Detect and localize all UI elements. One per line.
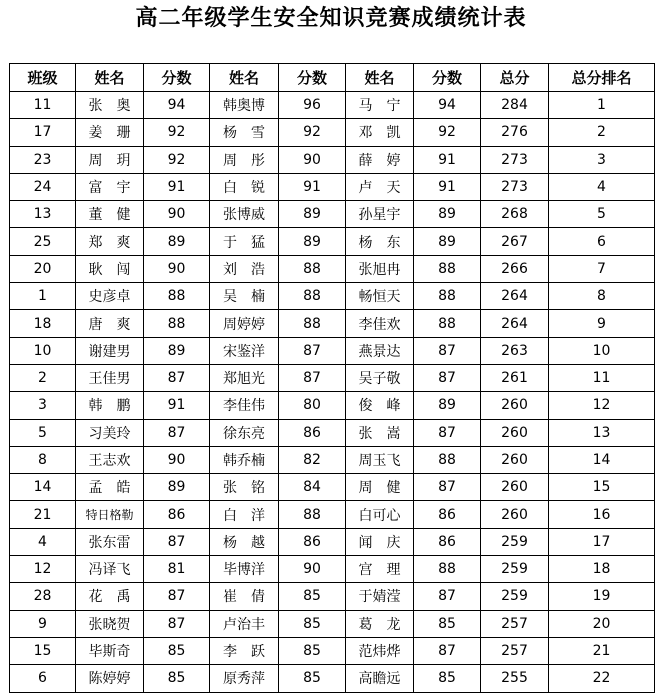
table-row [10,419,655,446]
total-score-cell: 268 [481,201,549,228]
table-row [10,474,655,501]
score-cell: 88 [414,446,481,473]
score-cell: 90 [279,556,346,583]
score-cell: 89 [414,228,481,255]
table-body [10,92,655,693]
student-name-cell: 崔 倩 [210,583,279,610]
class-cell: 4 [10,528,76,555]
score-cell: 87 [414,337,481,364]
table-row [10,501,655,528]
total-score-cell: 259 [481,583,549,610]
student-name-cell: 宫 理 [346,556,414,583]
class-cell: 15 [10,637,76,664]
student-name-cell: 周 玥 [76,146,144,173]
class-cell: 8 [10,446,76,473]
score-cell: 80 [279,392,346,419]
score-cell: 91 [144,173,210,200]
class-cell: 1 [10,283,76,310]
header-name-3: 姓名 [346,64,414,92]
rank-cell: 11 [549,364,655,391]
header-score-2: 分数 [279,64,346,92]
score-cell: 82 [279,446,346,473]
class-cell: 9 [10,610,76,637]
score-cell: 86 [279,419,346,446]
score-cell: 85 [144,665,210,692]
student-name-cell: 葛 龙 [346,610,414,637]
score-cell: 89 [414,392,481,419]
class-cell: 14 [10,474,76,501]
student-name-cell: 史彦卓 [76,283,144,310]
score-cell: 91 [414,173,481,200]
score-cell: 85 [279,583,346,610]
student-name-cell: 董 健 [76,201,144,228]
rank-cell: 2 [549,119,655,146]
rank-cell: 17 [549,528,655,555]
class-cell: 2 [10,364,76,391]
student-name-cell: 谢建男 [76,337,144,364]
total-score-cell: 263 [481,337,549,364]
score-table [9,63,655,693]
header-total: 总分 [481,64,549,92]
score-cell: 87 [414,637,481,664]
total-score-cell: 260 [481,474,549,501]
table-row [10,665,655,692]
student-name-cell: 俊 峰 [346,392,414,419]
score-cell: 87 [144,583,210,610]
table-row [10,528,655,555]
score-cell: 90 [144,255,210,282]
table-row [10,637,655,664]
student-name-cell: 富 宇 [76,173,144,200]
total-score-cell: 260 [481,419,549,446]
score-cell: 87 [414,474,481,501]
score-cell: 92 [144,119,210,146]
table-row [10,337,655,364]
student-name-cell: 毕斯奇 [76,637,144,664]
page-title: 高二年级学生安全知识竞赛成绩统计表 [135,5,527,31]
rank-cell: 5 [549,201,655,228]
student-name-cell: 冯译飞 [76,556,144,583]
student-name-cell: 吴子敬 [346,364,414,391]
class-cell: 6 [10,665,76,692]
student-name-cell: 王佳男 [76,364,144,391]
total-score-cell: 257 [481,637,549,664]
student-name-cell: 宋鉴洋 [210,337,279,364]
score-cell: 89 [414,201,481,228]
student-name-cell: 孟 皓 [76,474,144,501]
student-name-cell: 周 健 [346,474,414,501]
table-row [10,446,655,473]
score-cell: 90 [279,146,346,173]
student-name-cell: 张东雷 [76,528,144,555]
table-row [10,364,655,391]
student-name-cell: 特日格勒 [76,501,144,528]
score-cell: 94 [414,92,481,119]
class-cell: 5 [10,419,76,446]
total-score-cell: 257 [481,610,549,637]
student-name-cell: 韩奥博 [210,92,279,119]
student-name-cell: 范炜烨 [346,637,414,664]
student-name-cell: 闻 庆 [346,528,414,555]
student-name-cell: 杨 越 [210,528,279,555]
total-score-cell: 273 [481,173,549,200]
table-row [10,92,655,119]
score-cell: 87 [144,528,210,555]
score-cell: 88 [414,310,481,337]
class-cell: 20 [10,255,76,282]
student-name-cell: 杨 雪 [210,119,279,146]
class-cell: 28 [10,583,76,610]
student-name-cell: 卢 天 [346,173,414,200]
total-score-cell: 264 [481,283,549,310]
header-class: 班级 [10,64,76,92]
header-name-1: 姓名 [76,64,144,92]
total-score-cell: 255 [481,665,549,692]
score-cell: 89 [279,228,346,255]
score-cell: 87 [144,364,210,391]
rank-cell: 16 [549,501,655,528]
student-name-cell: 韩乔楠 [210,446,279,473]
student-name-cell: 高瞻远 [346,665,414,692]
student-name-cell: 邓 凯 [346,119,414,146]
score-cell: 90 [144,201,210,228]
header-score-3: 分数 [414,64,481,92]
score-cell: 85 [279,665,346,692]
class-cell: 24 [10,173,76,200]
table-row [10,310,655,337]
student-name-cell: 王志欢 [76,446,144,473]
score-cell: 92 [414,119,481,146]
student-name-cell: 周玉飞 [346,446,414,473]
score-cell: 89 [144,228,210,255]
class-cell: 11 [10,92,76,119]
student-name-cell: 韩 鹏 [76,392,144,419]
total-score-cell: 273 [481,146,549,173]
score-cell: 86 [414,501,481,528]
total-score-cell: 261 [481,364,549,391]
student-name-cell: 于 猛 [210,228,279,255]
score-cell: 85 [144,637,210,664]
score-cell: 89 [144,337,210,364]
score-cell: 92 [279,119,346,146]
score-cell: 92 [144,146,210,173]
rank-cell: 6 [549,228,655,255]
score-cell: 89 [279,201,346,228]
student-name-cell: 马 宁 [346,92,414,119]
student-name-cell: 周 彤 [210,146,279,173]
score-cell: 89 [144,474,210,501]
rank-cell: 15 [549,474,655,501]
student-name-cell: 张博威 [210,201,279,228]
table-row [10,119,655,146]
table-header-row [10,64,655,92]
student-name-cell: 张 嵩 [346,419,414,446]
student-name-cell: 刘 浩 [210,255,279,282]
class-cell: 13 [10,201,76,228]
student-name-cell: 花 禹 [76,583,144,610]
score-cell: 87 [279,337,346,364]
table-row [10,583,655,610]
score-cell: 94 [144,92,210,119]
class-cell: 23 [10,146,76,173]
rank-cell: 3 [549,146,655,173]
student-name-cell: 白 洋 [210,501,279,528]
rank-cell: 1 [549,92,655,119]
score-cell: 86 [279,528,346,555]
student-name-cell: 张 奥 [76,92,144,119]
student-name-cell: 李佳伟 [210,392,279,419]
score-cell: 87 [414,364,481,391]
score-cell: 86 [414,528,481,555]
class-cell: 17 [10,119,76,146]
score-cell: 85 [414,610,481,637]
header-name-2: 姓名 [210,64,279,92]
score-cell: 85 [414,665,481,692]
score-cell: 86 [144,501,210,528]
student-name-cell: 耿 闯 [76,255,144,282]
student-name-cell: 白可心 [346,501,414,528]
total-score-cell: 284 [481,92,549,119]
total-score-cell: 266 [481,255,549,282]
rank-cell: 8 [549,283,655,310]
class-cell: 18 [10,310,76,337]
rank-cell: 4 [549,173,655,200]
student-name-cell: 周婷婷 [210,310,279,337]
student-name-cell: 郑 爽 [76,228,144,255]
total-score-cell: 260 [481,446,549,473]
student-name-cell: 唐 爽 [76,310,144,337]
student-name-cell: 张 铭 [210,474,279,501]
score-cell: 87 [144,610,210,637]
student-name-cell: 习美玲 [76,419,144,446]
total-score-cell: 259 [481,556,549,583]
student-name-cell: 薛 婷 [346,146,414,173]
score-cell: 90 [144,446,210,473]
score-cell: 87 [144,419,210,446]
rank-cell: 21 [549,637,655,664]
total-score-cell: 259 [481,528,549,555]
student-name-cell: 李佳欢 [346,310,414,337]
class-cell: 12 [10,556,76,583]
student-name-cell: 吴 楠 [210,283,279,310]
total-score-cell: 267 [481,228,549,255]
student-name-cell: 白 锐 [210,173,279,200]
rank-cell: 13 [549,419,655,446]
student-name-cell: 徐东亮 [210,419,279,446]
rank-cell: 9 [549,310,655,337]
student-name-cell: 燕景达 [346,337,414,364]
table-row [10,228,655,255]
class-cell: 3 [10,392,76,419]
score-cell: 88 [144,310,210,337]
student-name-cell: 毕博洋 [210,556,279,583]
score-cell: 87 [414,419,481,446]
rank-cell: 10 [549,337,655,364]
student-name-cell: 于婧滢 [346,583,414,610]
table-row [10,556,655,583]
table-row [10,255,655,282]
table-row [10,201,655,228]
total-score-cell: 264 [481,310,549,337]
student-name-cell: 孙星宇 [346,201,414,228]
rank-cell: 7 [549,255,655,282]
table-row [10,146,655,173]
header-score-1: 分数 [144,64,210,92]
score-cell: 87 [414,583,481,610]
student-name-cell: 郑旭光 [210,364,279,391]
score-cell: 88 [279,255,346,282]
score-cell: 88 [279,501,346,528]
class-cell: 21 [10,501,76,528]
student-name-cell: 张晓贺 [76,610,144,637]
rank-cell: 22 [549,665,655,692]
class-cell: 10 [10,337,76,364]
rank-cell: 14 [549,446,655,473]
score-cell: 85 [279,610,346,637]
rank-cell: 20 [549,610,655,637]
score-cell: 88 [144,283,210,310]
table-row [10,392,655,419]
student-name-cell: 张旭冉 [346,255,414,282]
score-cell: 88 [279,283,346,310]
score-cell: 96 [279,92,346,119]
score-cell: 91 [414,146,481,173]
total-score-cell: 276 [481,119,549,146]
student-name-cell: 陈婷婷 [76,665,144,692]
rank-cell: 18 [549,556,655,583]
score-cell: 88 [414,283,481,310]
class-cell: 25 [10,228,76,255]
score-cell: 81 [144,556,210,583]
score-cell: 88 [279,310,346,337]
score-cell: 87 [279,364,346,391]
header-rank: 总分排名 [549,64,655,92]
total-score-cell: 260 [481,392,549,419]
score-cell: 91 [144,392,210,419]
student-name-cell: 畅恒天 [346,283,414,310]
rank-cell: 12 [549,392,655,419]
student-name-cell: 原秀萍 [210,665,279,692]
student-name-cell: 姜 珊 [76,119,144,146]
score-cell: 84 [279,474,346,501]
total-score-cell: 260 [481,501,549,528]
student-name-cell: 李 跃 [210,637,279,664]
score-cell: 85 [279,637,346,664]
score-cell: 91 [279,173,346,200]
score-cell: 88 [414,255,481,282]
table-row [10,610,655,637]
score-cell: 88 [414,556,481,583]
student-name-cell: 卢治丰 [210,610,279,637]
table-row [10,283,655,310]
student-name-cell: 杨 东 [346,228,414,255]
rank-cell: 19 [549,583,655,610]
table-row [10,173,655,200]
